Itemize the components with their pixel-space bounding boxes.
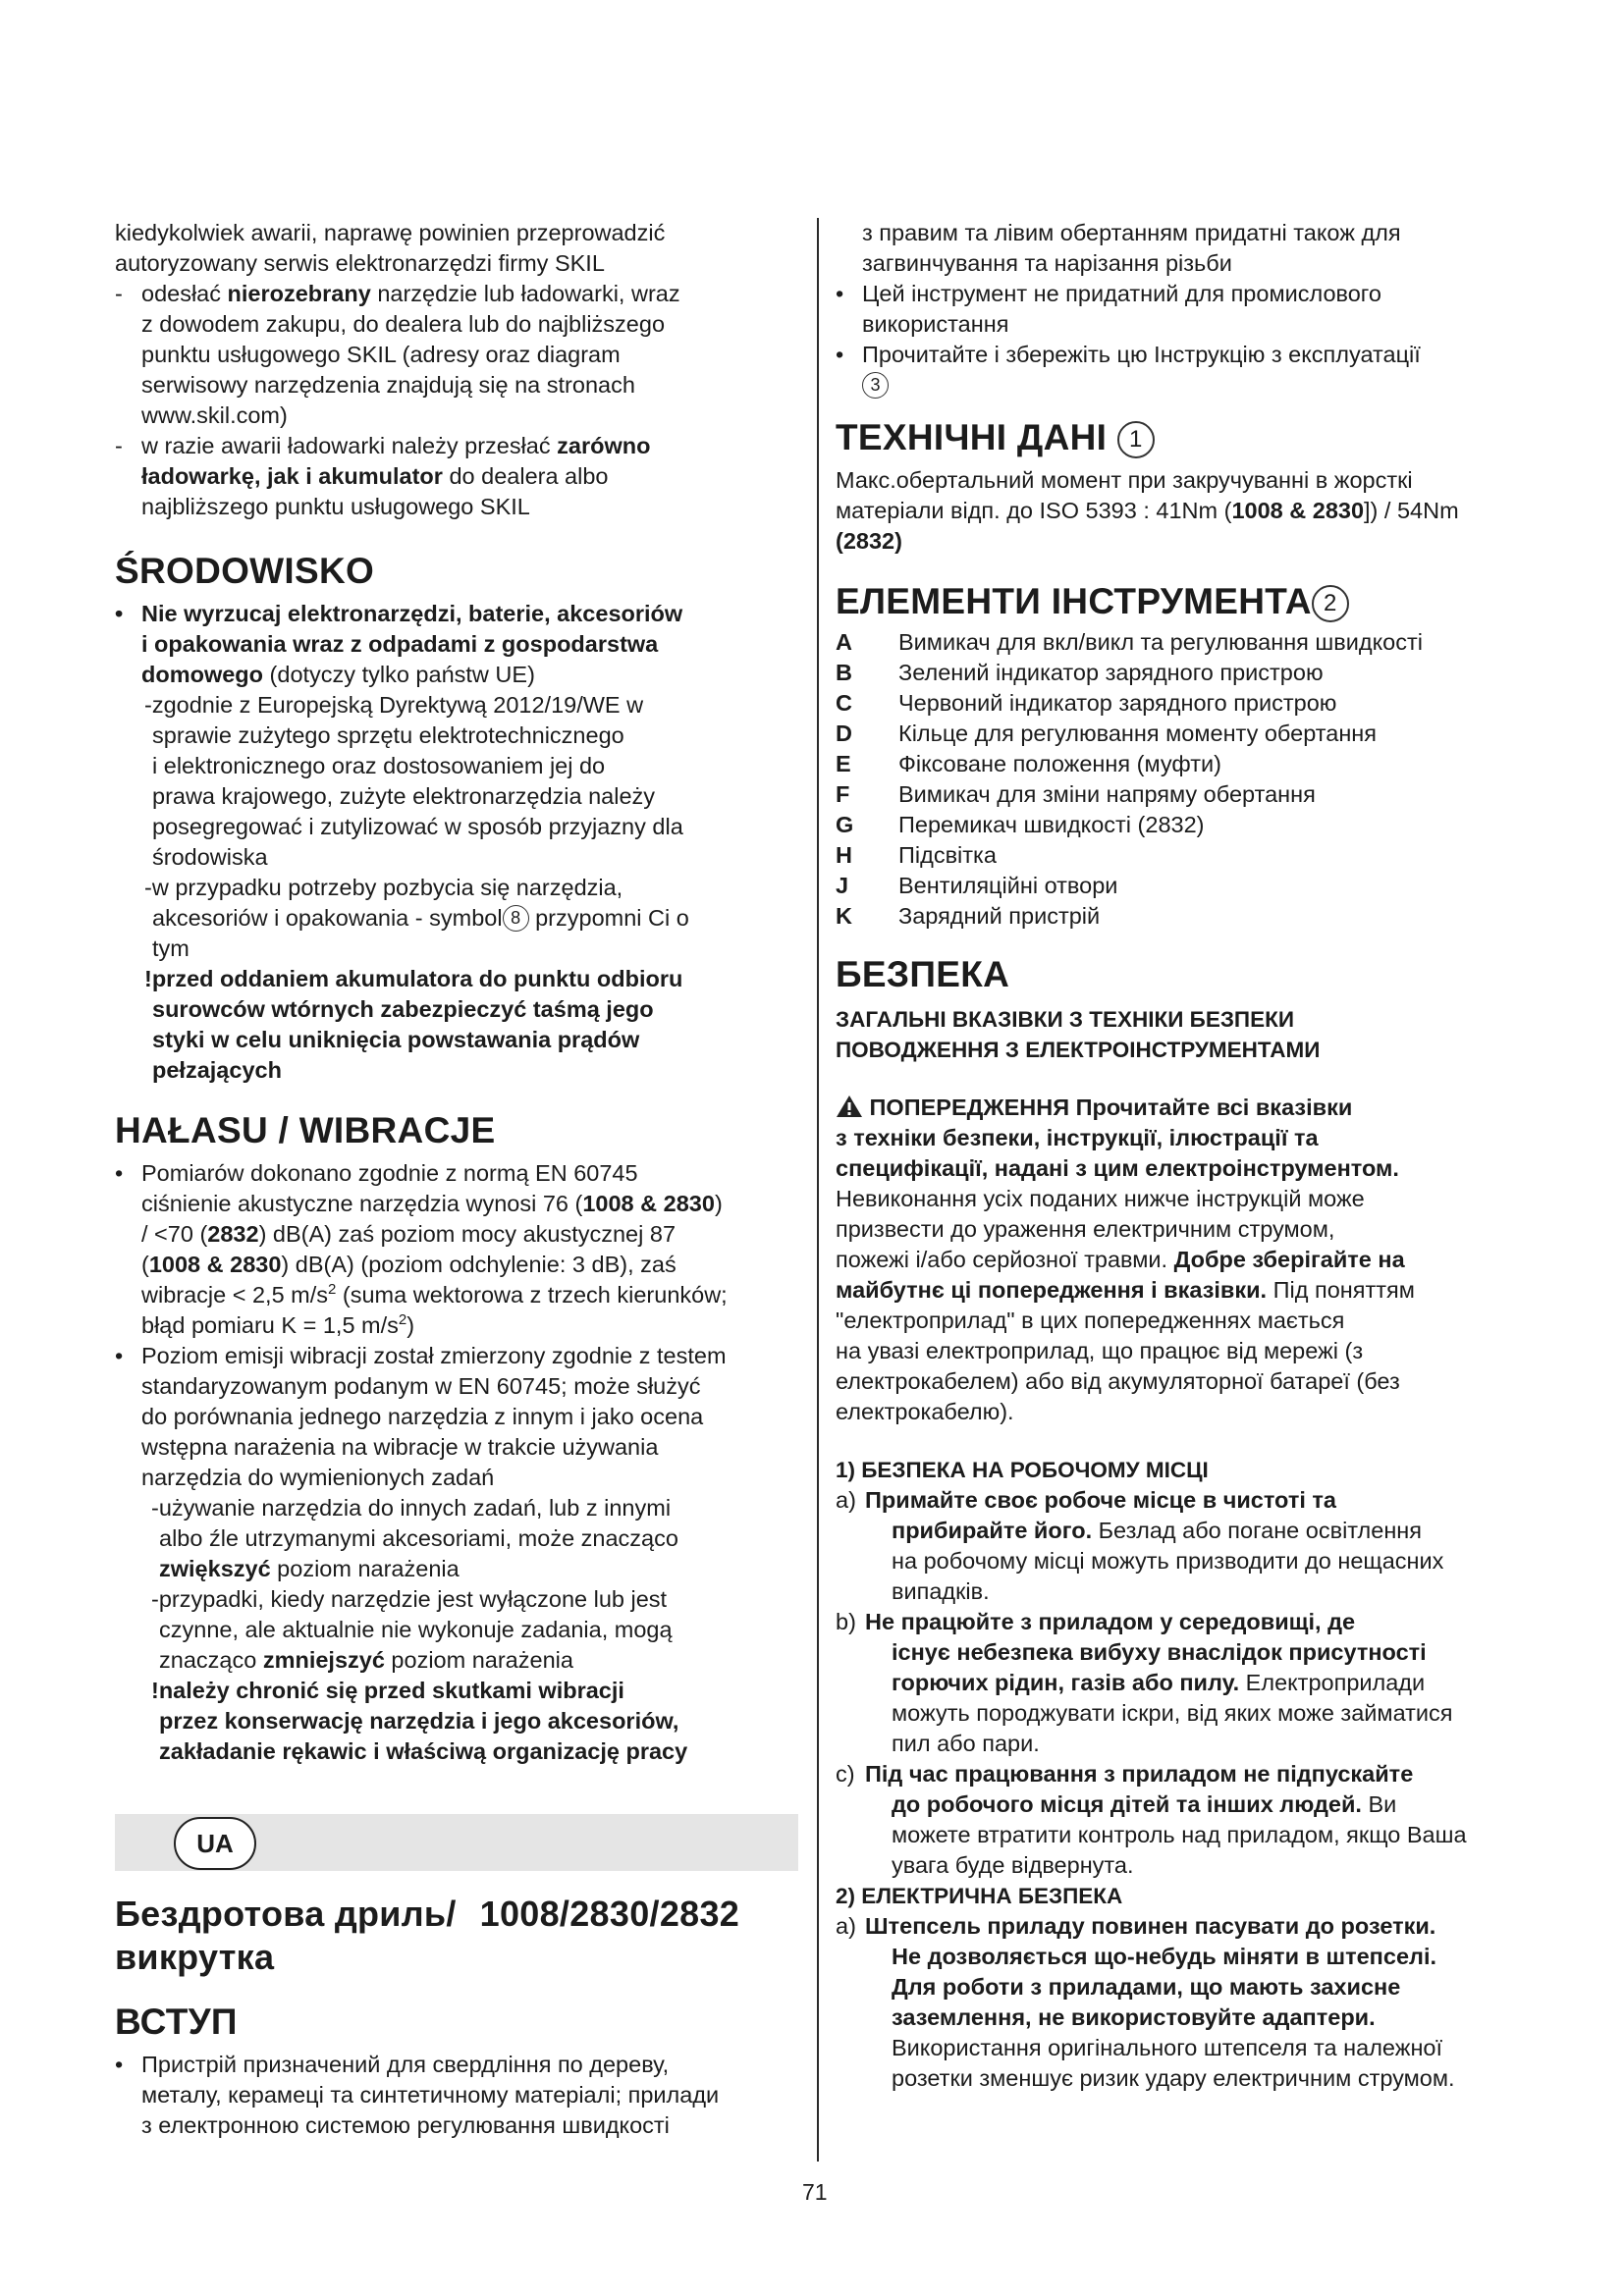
section-title-environment: ŚRODOWISKO [115, 551, 375, 591]
rule-1c: c) Під час працювання з приладом не підпускайте до робочого місця дітей та інших людей. Ви можете втратити контроль над приладом, якщо Ваша увага буде відвернута. [836, 1761, 1467, 1878]
column-divider [817, 218, 819, 2162]
product-title: Бездротова дриль/ 1008/2830/2832 [115, 1894, 740, 1934]
rule-1b: b) Не працюйте з приладом у середовищі, де існує небезпека вибуху внаслідок присутності горючих рідин, газів або пилу. Електроприлади можуть породжувати іскри, від яких може займатися пил або пари. [836, 1609, 1453, 1756]
part-label: Вимикач для зміни напряму обертання [898, 781, 1316, 807]
part-label: Червоний індикатор зарядного пристрою [898, 690, 1337, 716]
bullet-vibration: • Poziom emisji wibracji został zmierzony zgodnie z testem standaryzowanym podanym w EN 60745; może służyć do porównania jednego narzędzia z innym i jako ocena wstępna narażenia na wibracje w trakcie używania narzędzia do wymienionych zadań -używanie narzędzia do innych zadań, lub z innymi albo źle utrzymanymi akcesoriami, może znacząco zwiększyć poziom narażenia -przypadki, kiedy narzędzie jest wyłączone lub jest czynne, ale aktualnie nie wykonuje zadania, mogą znacząco zmniejszyć poziom narażenia !należy chronić się przed skutkami wibracji przez konserwację narzędzia i jego akcesoriów, zakładanie rękawic i właściwą organizację pracy [115, 1341, 798, 1767]
part-label: Фіксоване положення (муфти) [898, 751, 1221, 776]
intro-continued: з правим та лівим обертанням придатні також для [862, 220, 1401, 245]
bullet-read-manual: • Прочитайте і збережіть цю Інструкцію з експлуатації 3 [836, 340, 1513, 400]
intro-line: autoryzowany serwis elektronarzędzi firmy SKIL [115, 250, 605, 276]
warning-heading: ПОПЕРЕДЖЕННЯ Прочитайте всі вказівки [836, 1093, 1513, 1123]
bullet-intended-use: • Пристрій призначений для свердління по дереву, металу, керамеці та синтетичному матеріалі; прилади з електронною системою регулювання швидкості [115, 2052, 720, 2138]
bullet-marker: • [836, 281, 844, 306]
tech-data-line: Макс.обертальний момент при закручуванні в жорсткі [836, 467, 1413, 493]
subsection-electrical: 2) ЕЛЕКТРИЧНА БЕЗПЕКА [836, 1884, 1123, 1908]
dash-marker: - [115, 281, 123, 306]
page-number: 71 [802, 2179, 828, 2205]
part-letter: J [836, 873, 849, 898]
part-letter: A [836, 629, 852, 655]
section-title-safety: БЕЗПЕКА [836, 954, 1010, 994]
product-subtitle: викрутка [115, 1937, 275, 1977]
bullet-marker: • [115, 1160, 124, 1186]
warning-battery: !przed oddaniem akumulatora do punktu odbioru [144, 966, 683, 991]
section-title-noise: HAŁASU / WIBRACJE [115, 1110, 496, 1150]
section-title-elements: ЕЛЕМЕНТИ ІНСТРУМЕНТА 2 [836, 580, 1513, 623]
section-title-intro: ВСТУП [115, 2002, 238, 2042]
part-letter: E [836, 751, 851, 776]
bullet-disposal: • Nie wyrzucaj elektronarzędzi, baterie, akcesoriów i opakowania wraz z odpadami z gospodarstwa domowego (dotyczy tylko państw UE) -zgodnie z Europejską Dyrektywą 2012/19/WE w sprawie zużytego sprzętu elektrotechnicznego i elektronicznego oraz dostosowaniem jej do prawa krajowego, zużyte elektronarzędzia należy posegregować i zutylizować w sposób przyjazny dla środowiska -w przypadku potrzeby pozbycia się narzędzia, akcesoriów i opakowania - symbol 8 przypomni Ci o tym !przed oddaniem akumulatora do punktu odbioru surowców wtórnych zabezpieczyć taśmą jego styki w celu uniknięcia powstawania prądów pełzających [115, 599, 798, 1086]
bullet-marker: • [115, 1343, 124, 1368]
symbol-3-ref: 3 [862, 372, 889, 399]
parts-list [836, 627, 1513, 932]
symbol-8-ref: 8 [503, 905, 529, 932]
intro-line: kiedykolwiek awarii, naprawę powinien przeprowadzić [115, 220, 666, 245]
part-label: Зарядний пристрій [898, 903, 1101, 929]
rule-2a: a) Штепсель приладу повинен пасувати до розетки. Не дозволяється що-небудь міняти в штепселі. Для роботи з приладами, що мають захисне заземлення, не використовуйте адаптери. Використання оригінального штепселя та належної розетки зменшує ризик удару електричним струмом. [836, 1913, 1455, 2091]
warning-vibration: !należy chronić się przed skutkami wibracji [151, 1678, 624, 1703]
bullet-noise-measure: • Pomiarów dokonano zgodnie z normą EN 60745 ciśnienie akustyczne narzędzia wynosi 76 (1008 & 2830) / <70 (2832) dB(A) zaś poziom mocy akustycznej 87 (1008 & 2830) dB(A) (poziom odchylenie: 3 dB), zaś wibracje < 2,5 $m/s^2$ (suma wektorowa z trzech kierunków; błąd pomiaru K = 1,5 $m/s^2$) [115, 1160, 728, 1338]
part-label: Кільце для регулювання моменту обертання [898, 721, 1377, 746]
bullet-marker: • [115, 2052, 124, 2077]
safety-subtitle: ЗАГАЛЬНІ ВКАЗІВКИ З ТЕХНІКИ БЕЗПЕКИ [836, 1007, 1295, 1032]
left-column [115, 218, 798, 2141]
part-label: Вентиляційні отвори [898, 873, 1118, 898]
section-title-tech-data: ТЕХНІЧНІ ДАНІ 1 [836, 416, 1513, 459]
part-letter: K [836, 903, 852, 929]
right-column: з правим та лівим обертанням придатні також для загвинчування та нарізання різьби • Цей інструмент не придатний для промислового використання • Прочитайте і збережіть цю Інструкцію з експлуатації 3 ТЕХНІЧНІ ДАНІ 1 Макс.обертальний момент при закручуванні в жорсткі матеріали відп. до ISO 5393 : 41Nm (1008 & 2830]) / 54Nm (2832) ЕЛЕМЕНТИ ІНСТРУМЕНТА 2 A Вимикач для вкл/викл та регулювання швидкості B Зелений індикатор зарядного пристрою C Червоний індикатор зарядного пристрою D Кільце для регулювання моменту обертання E Фіксоване положення (муфти) F Вимикач для зміни напряму обертання G Перемикач швидкості (2832) H Підсвітка J Вентиляційні отвори K Зарядний пристрій БЕЗПЕКА ЗАГАЛЬНІ ВКАЗІВКИ З ТЕХНІКИ БЕЗПЕКИ ПОВОДЖЕННЯ З ЕЛЕКТРОІНСТРУМЕНТАМИ ПОПЕРЕДЖЕННЯ Прочитайте всі вказівки з техніки безпеки, інструкції, ілюстрації та специфікації, надані з цим електроінструментом. Невиконання усіх поданих нижче інструкцій може призвести до ураження електричним струмом, пожежі і/або серйозної травми. Добре зберігайте на майбутнє ці попередження і вказівки. Під поняттям "електроприлад" в цих попередженнях мається на увазі електроприлад, що працює від мережі (з електрокабелем) або від акумуляторної батареї (без електрокабелю). 1) БЕЗПЕКА НА РОБОЧОМУ МІСЦІ a) Примайте своє робоче місце в чистоті та прибирайте його. Безлад або погане освітлення на робочому місці можуть призводити до нещасних випадків. b) Не працюйте з приладом у середовищі, де існує небезпека вибуху внаслідок присутності горючих рідин, газів або пилу. Електроприлади можуть породжувати іскри, від яких може займатися пил або пари. c) Під час працювання з приладом не підпускайте до робочого місця дітей та інших людей. Ви можете втратити контроль над приладом, якщо Ваша увага буде відвернута. 2) ЕЛЕКТРИЧНА БЕЗПЕКА a) Штепсель приладу повинен пасувати до розетки. Не дозволяється що-небудь міняти в штепселі. Для роботи з приладами, що мають захисне заземлення, не використовуйте адаптери. Використання оригінального штепселя та належної розетки зменшує ризик удару електричним струмом. [836, 218, 1513, 2094]
part-letter: F [836, 781, 850, 807]
part-letter: H [836, 842, 852, 868]
part-label: Підсвітка [898, 842, 997, 868]
part-letter: B [836, 660, 852, 685]
dash-marker: - [115, 433, 123, 458]
symbol-1-ref: 1 [1117, 421, 1155, 458]
bullet-marker: • [836, 342, 844, 367]
warning-triangle-icon [836, 1095, 863, 1118]
dash-item-return: - odesłać nierozebrany narzędzie lub ładowarki, wraz z dowodem zakupu, do dealera lub do najbliższego punktu usługowego SKIL (adresy oraz diagram serwisowy narzędzenia znajdują się na stronach www.skil.com) [115, 281, 680, 428]
language-badge-ua: UA [174, 1817, 256, 1870]
part-label: Зелений індикатор зарядного пристрою [898, 660, 1324, 685]
rule-1a: a) Примайте своє робоче місце в чистоті та прибирайте його. Безлад або погане освітлення на робочому місці можуть призводити до нещасних випадків. [836, 1487, 1444, 1604]
language-bar [115, 1814, 798, 1871]
subsection-work-area: 1) БЕЗПЕКА НА РОБОЧОМУ МІСЦІ [836, 1458, 1209, 1482]
symbol-2-ref: 2 [1312, 585, 1349, 622]
part-letter: C [836, 690, 852, 716]
dash-item-charger: - w razie awarii ładowarki należy przesłać zarówno ładowarkę, jak i akumulator do dealera albo najbliższego punktu usługowego SKIL [115, 433, 651, 519]
part-letter: G [836, 812, 854, 837]
part-label: Перемикач швидкості (2832) [898, 812, 1205, 837]
part-letter: D [836, 721, 852, 746]
part-label: Вимикач для вкл/викл та регулювання швидкості [898, 629, 1423, 655]
bullet-marker: • [115, 601, 124, 626]
bullet-not-industrial: • Цей інструмент не придатний для промислового використання [836, 281, 1381, 337]
